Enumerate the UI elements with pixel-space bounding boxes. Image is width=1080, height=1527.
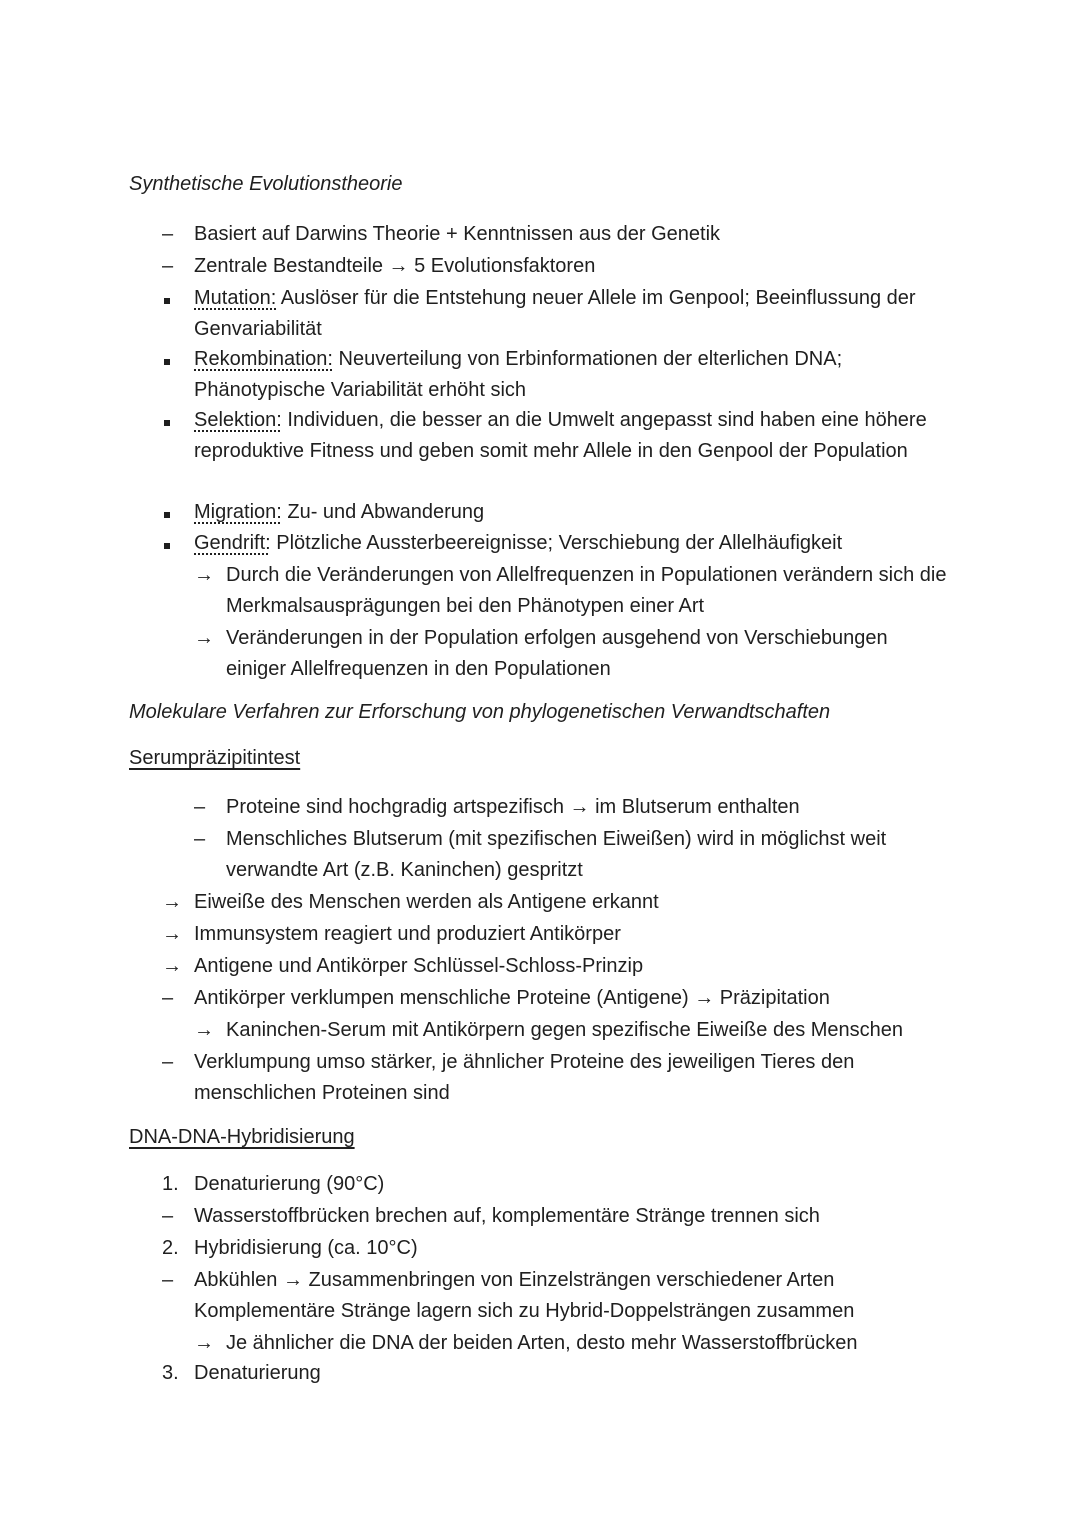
term-rekombination: Rekombination: — [194, 348, 333, 370]
square-bullet-icon — [164, 420, 170, 426]
numbered-item — [162, 1358, 962, 1389]
term-selektion: Selektion: — [194, 409, 282, 431]
dash-marker: – — [194, 796, 206, 818]
list-item-text: Basiert auf Darwins Theorie + Kenntnissen aus der Genetik — [194, 223, 721, 245]
step-number: 3. — [162, 1362, 179, 1384]
subsection-title-dna-hybridization: DNA-DNA-Hybridisierung — [129, 1126, 355, 1148]
step-text: Denaturierung (90°C) — [194, 1173, 385, 1195]
numbered-item — [162, 1233, 962, 1264]
term-gendrift: Gendrift: — [194, 532, 271, 554]
dash-marker: – — [162, 255, 174, 277]
subsection-title-serum-test: Serumpräzipitintest — [129, 747, 301, 769]
definition-text: Auslöser für die Entstehung neuer Allele im Genpool; Beeinflussung der Genvariabilität — [194, 287, 916, 340]
list-item-mutation — [162, 283, 932, 345]
dash-marker: – — [162, 987, 174, 1009]
section-title-molecular-methods: Molekulare Verfahren zur Erforschung von phylogenetischen Verwandtschaften — [129, 701, 831, 723]
definition-text: Zu- und Abwanderung — [281, 501, 485, 523]
arrow-icon: → — [194, 1019, 214, 1041]
definition-text: Individuen, die besser an die Umwelt angepasst sind haben eine höhere reproduktive Fitness und geben somit mehr Allele in den Genpool der Population — [194, 409, 927, 462]
section-title-synthetic-theory: Synthetische Evolutionstheorie — [129, 173, 403, 195]
arrow-item-text: Kaninchen-Serum mit Antikörpern gegen spezifische Eiweiße des Menschen — [226, 1019, 904, 1041]
list-item — [194, 824, 934, 886]
step-text: Denaturierung — [194, 1362, 321, 1384]
square-bullet-icon — [164, 512, 170, 518]
list-item-text: Verklumpung umso stärker, je ähnlicher Proteine des jeweiligen Tieres den menschlichen Proteinen sind — [194, 1051, 855, 1104]
arrow-icon: → — [162, 891, 182, 913]
list-item-text: Zentrale Bestandteile → 5 Evolutionsfaktoren — [194, 255, 596, 277]
arrow-item — [162, 919, 962, 950]
arrow-item — [194, 623, 934, 685]
square-bullet-icon — [164, 298, 170, 304]
definition-text: Plötzliche Aussterbeereignisse; Verschiebung der Allelhäufigkeit — [270, 532, 843, 554]
list-item-text: Wasserstoffbrücken brechen auf, komplementäre Stränge trennen sich — [194, 1205, 820, 1227]
term-mutation: Mutation: — [194, 287, 277, 309]
arrow-item — [162, 951, 962, 982]
list-item-text: Antikörper verklumpen menschliche Proteine (Antigene) → Präzipitation — [194, 987, 830, 1009]
term-migration: Migration: — [194, 501, 282, 523]
arrow-icon: → — [162, 955, 182, 977]
square-bullet-icon — [164, 543, 170, 549]
arrow-item-text: Antigene und Antikörper Schlüssel-Schloss-Prinzip — [194, 955, 644, 977]
arrow-item-text: Veränderungen in der Population erfolgen ausgehend von Verschiebungen einiger Allelfrequenzen in den Populationen — [226, 627, 888, 680]
list-item-migration — [162, 497, 932, 528]
arrow-icon: → — [194, 627, 214, 649]
numbered-item — [162, 1169, 962, 1200]
list-item — [194, 792, 954, 823]
step-text: Hybridisierung (ca. 10°C) — [194, 1237, 418, 1259]
list-item-gendrift — [162, 528, 932, 559]
list-item-text: Menschliches Blutserum (mit spezifischen Eiweißen) wird in möglichst weit verwandte Art (z.B. Kaninchen) gespritzt — [226, 828, 887, 881]
arrow-icon: → — [194, 564, 214, 586]
list-item — [162, 1265, 902, 1327]
arrow-item-text: Eiweiße des Menschen werden als Antigene erkannt — [194, 891, 659, 913]
list-item-selektion — [162, 405, 932, 467]
dash-marker: – — [194, 828, 206, 850]
arrow-item — [194, 560, 954, 622]
dash-marker: – — [162, 223, 174, 245]
step-number: 2. — [162, 1237, 179, 1259]
list-item-rekombination — [162, 344, 932, 406]
list-item-text: Proteine sind hochgradig artspezifisch → im Blutserum enthalten — [226, 796, 800, 818]
list-item — [162, 1201, 962, 1232]
step-number: 1. — [162, 1173, 179, 1195]
arrow-item-text: Immunsystem reagiert und produziert Antikörper — [194, 923, 621, 945]
list-item — [162, 1047, 902, 1109]
arrow-icon: → — [194, 1332, 214, 1354]
arrow-item — [194, 1015, 974, 1046]
definition-text: Neuverteilung von Erbinformationen der elterlichen DNA; Phänotypische Variabilität erhöht sich — [194, 348, 843, 401]
dash-marker: – — [162, 1205, 174, 1227]
list-item — [162, 219, 962, 250]
arrow-icon: → — [162, 923, 182, 945]
list-item-text: Abkühlen → Zusammenbringen von Einzelsträngen verschiedener Arten Komplementäre Stränge lagern sich zu Hybrid-Doppelsträngen zusammen — [194, 1269, 855, 1322]
list-item — [162, 983, 962, 1014]
dash-marker: – — [162, 1269, 174, 1291]
list-item — [162, 251, 962, 282]
dash-marker: – — [162, 1051, 174, 1073]
arrow-item-text: Durch die Veränderungen von Allelfrequenzen in Populationen verändern sich die Merkmalsausprägungen bei den Phänotypen einer Art — [226, 564, 947, 617]
arrow-item-text: Je ähnlicher die DNA der beiden Arten, desto mehr Wasserstoffbrücken — [226, 1332, 858, 1354]
arrow-item — [194, 1328, 974, 1359]
square-bullet-icon — [164, 359, 170, 365]
arrow-item — [162, 887, 962, 918]
